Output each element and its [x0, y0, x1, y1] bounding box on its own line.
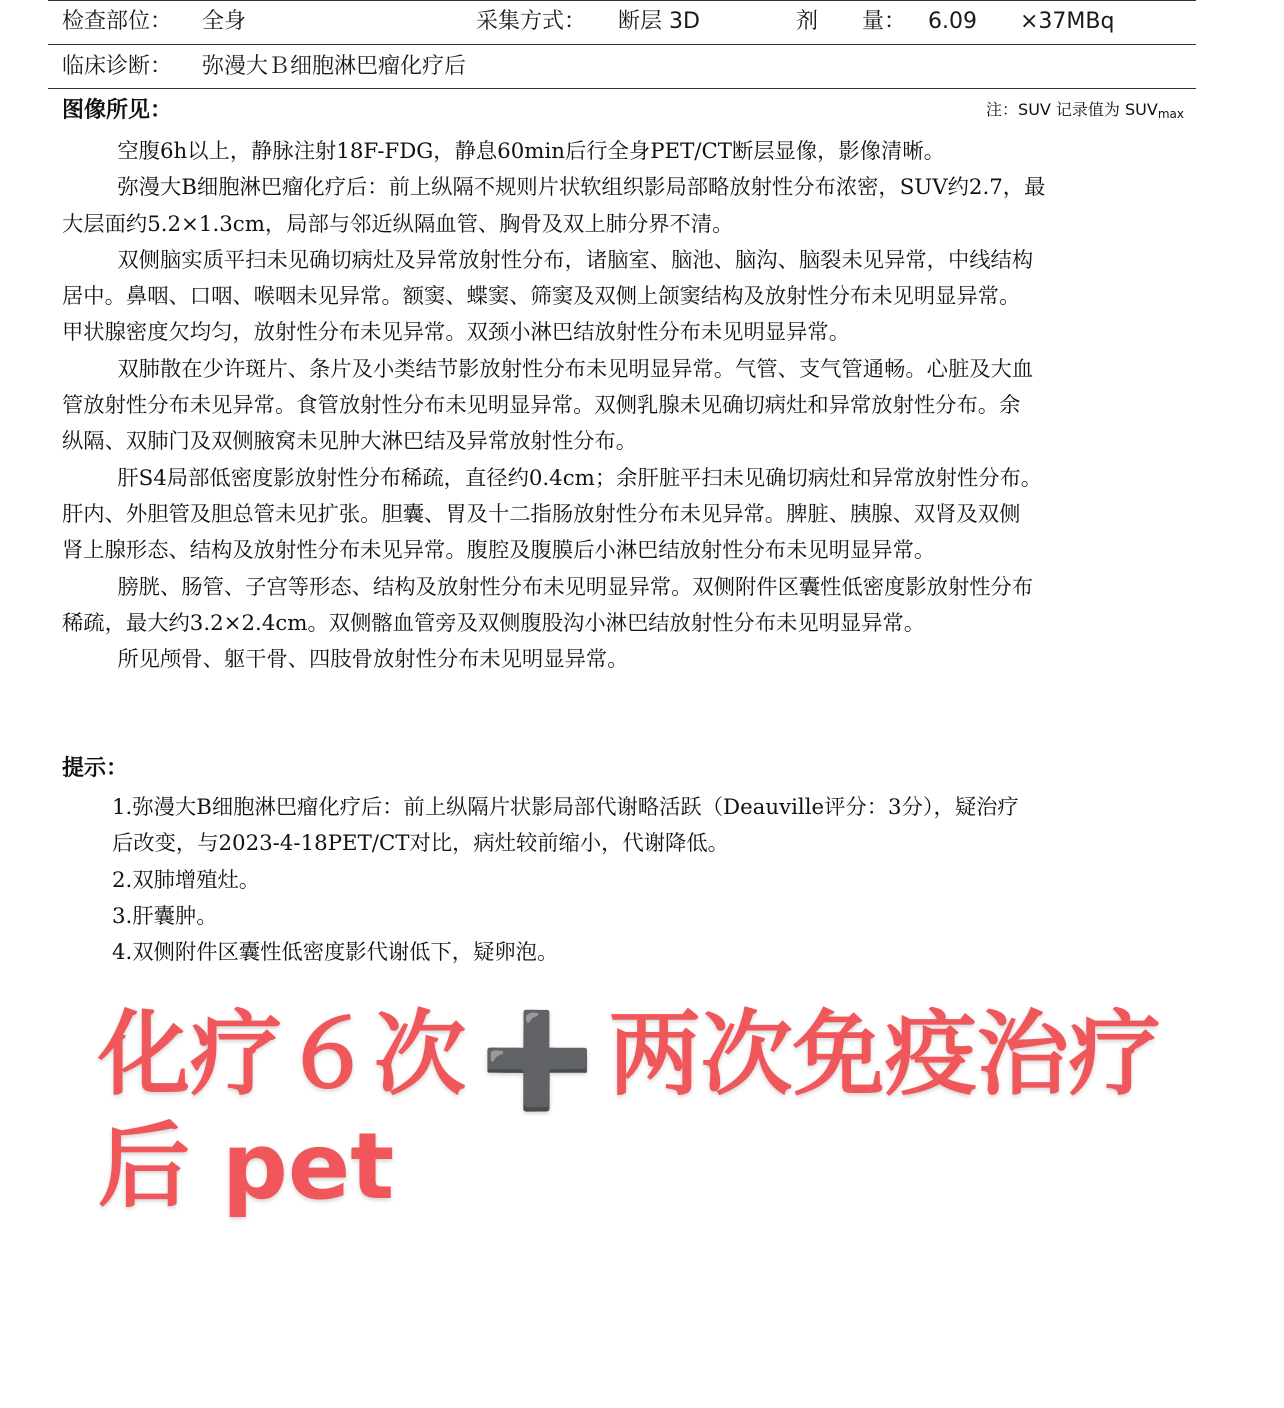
plus-icon: ➕ — [480, 1006, 595, 1114]
overlay-text-after-pet: 后 pet — [98, 1113, 395, 1220]
findings-line: 弥漫大B细胞淋巴瘤化疗后：前上纵隔不规则片状软组织影局部略放射性分布浓密，SUV约2.7，最 — [117, 175, 1046, 201]
findings-line: 肝内、外胆管及胆总管未见扩张。胆囊、胃及十二指肠放射性分布未见异常。脾脏、胰腺、双肾及双侧 — [62, 501, 1021, 527]
suv-note-text: 注：SUV 记录值为 SUV — [986, 100, 1158, 119]
overlay-annotation-line-1 — [98, 1000, 1161, 1116]
clinical-diagnosis-label: 临床诊断： — [62, 54, 173, 79]
acquisition-method-label: 采集方式： — [476, 9, 587, 34]
impression-item-2: 2.双肺增殖灶。 — [112, 867, 261, 893]
suv-note-subscript: max — [1157, 107, 1184, 121]
overlay-text-chemo: 化疗６次 — [98, 1001, 467, 1108]
header-top-rule — [48, 0, 1196, 1]
findings-line: 管放射性分布未见异常。食管放射性分布未见明显异常。双侧乳腺未见确切病灶和异常放射性分布。余 — [62, 393, 1021, 419]
findings-body — [62, 134, 1186, 678]
exam-site-label: 检查部位： — [62, 9, 173, 34]
findings-line: 纵隔、双肺门及双侧腋窝未见肿大淋巴结及异常放射性分布。 — [62, 429, 638, 455]
acquisition-method-value: 断层 3D — [618, 9, 700, 34]
findings-line: 甲状腺密度欠均匀，放射性分布未见异常。双颈小淋巴结放射性分布未见明显异常。 — [62, 320, 850, 346]
findings-line: 膀胱、肠管、子宫等形态、结构及放射性分布未见明显异常。双侧附件区囊性低密度影放射性分布 — [117, 574, 1034, 600]
findings-line: 空腹6h以上，静脉注射18F-FDG，静息60min后行全身PET/CT断层显像，影像清晰。 — [117, 139, 945, 164]
suv-note — [986, 98, 1184, 126]
dose-label: 剂 量： — [796, 9, 907, 34]
impression-item-4: 4.双侧附件区囊性低密度影代谢低下，疑卵泡。 — [112, 940, 559, 966]
findings-line: 双侧脑实质平扫未见确切病灶及异常放射性分布，诸脑室、脑池、脑沟、脑裂未见异常，中线结构 — [117, 247, 1034, 273]
findings-line: 双肺散在少许斑片、条片及小类结节影放射性分布未见明显异常。气管、支气管通畅。心脏及大血 — [117, 356, 1034, 382]
impression-item-1-continued: 后改变，与2023-4-18PET/CT对比，病灶较前缩小，代谢降低。 — [112, 831, 729, 857]
clinical-diagnosis-value: 弥漫大Ｂ细胞淋巴瘤化疗后 — [202, 54, 467, 79]
impression-item-1: 1.弥漫大B细胞淋巴瘤化疗后：前上纵隔片状影局部代谢略活跃（Deauville评分：3分），疑治疗 — [112, 795, 1019, 820]
header-bottom-rule — [48, 88, 1196, 89]
findings-line: 所见颅骨、躯干骨、四肢骨放射性分布未见明显异常。 — [117, 647, 629, 673]
overlay-annotation-line-2 — [98, 1112, 394, 1222]
impression-title: 提示： — [62, 756, 129, 781]
findings-line: 居中。鼻咽、口咽、喉咽未见异常。额窦、蝶窦、筛窦及双侧上颌窦结构及放射性分布未见明显异常。 — [62, 284, 1021, 310]
exam-site-value: 全身 — [202, 9, 247, 34]
dose-value: 6.09 — [928, 9, 977, 34]
header-middle-rule — [48, 44, 1196, 45]
findings-line: 肾上腺形态、结构及放射性分布未见异常。腹腔及腹膜后小淋巴结放射性分布未见明显异常。 — [62, 538, 936, 564]
findings-line: 稀疏，最大约3.2×2.4cm。双侧髂血管旁及双侧腹股沟小淋巴结放射性分布未见明显异常。 — [62, 610, 926, 636]
findings-title: 图像所见： — [62, 98, 173, 123]
findings-line: 肝S4局部低密度影放射性分布稀疏，直径约0.4cm；余肝脏平扫未见确切病灶和异常放射性分布。 — [117, 465, 1043, 491]
overlay-text-immunotherapy: 两次免疫治疗 — [608, 1001, 1161, 1108]
impression-item-3: 3.肝囊肿。 — [112, 903, 218, 929]
findings-line: 大层面约5.2×1.3cm，局部与邻近纵隔血管、胸骨及双上肺分界不清。 — [62, 211, 734, 237]
dose-unit: ×37MBq — [1020, 9, 1115, 34]
impression-body — [112, 790, 1192, 971]
